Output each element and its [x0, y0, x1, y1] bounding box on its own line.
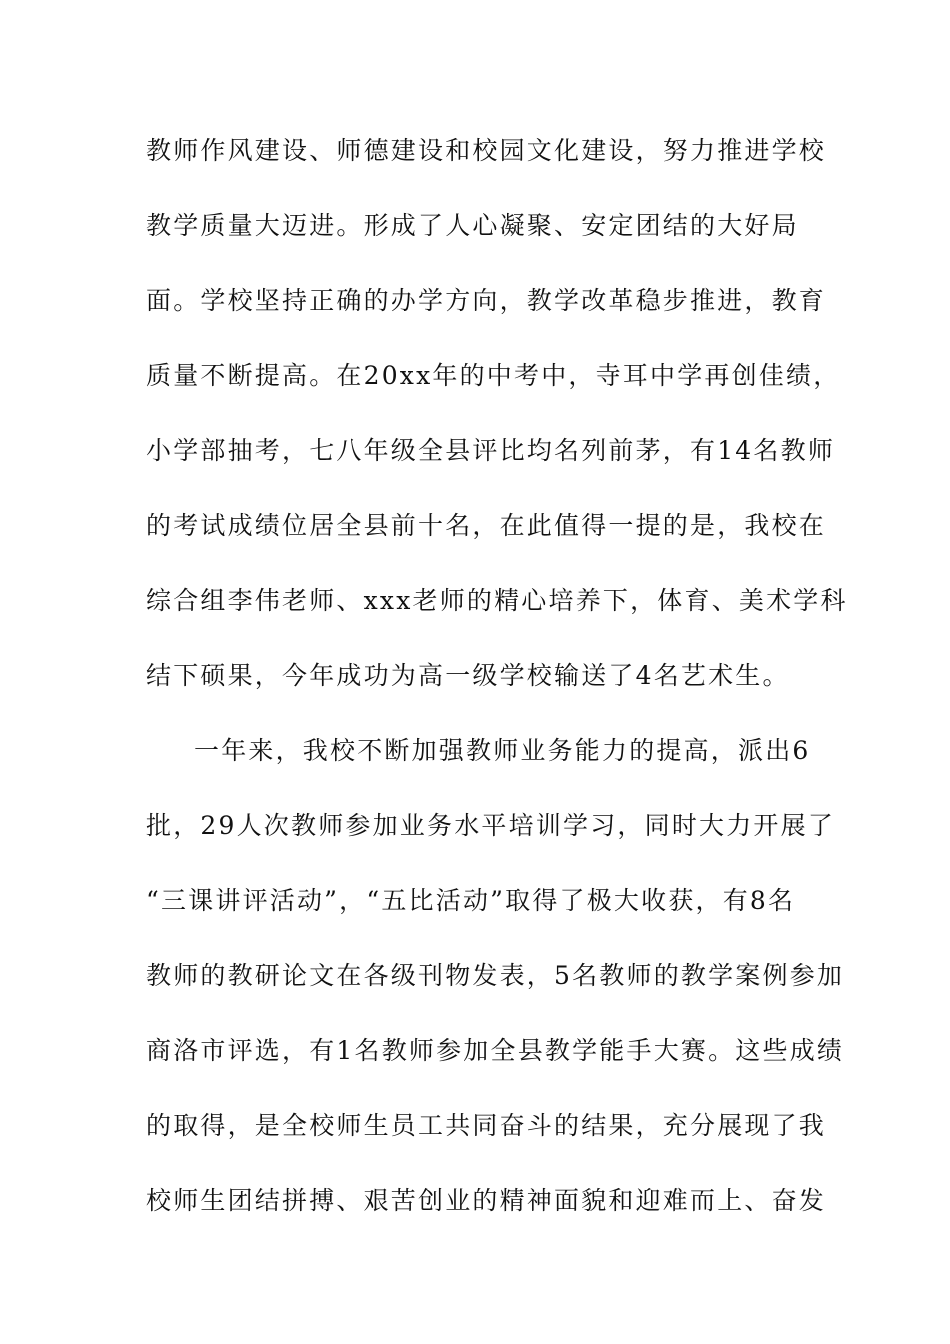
text-line: 小学部抽考，七八年级全县评比均名列前茅，有14名教师 [146, 436, 836, 465]
text-line: 商洛市评选，有1名教师参加全县教学能手大赛。这些成绩 [146, 1036, 845, 1065]
text-line: 综合组李伟老师、xxx老师的精心培养下，体育、美术学科 [146, 586, 848, 615]
text-line: 结下硕果，今年成功为高一级学校输送了4名艺术生。 [146, 661, 790, 690]
text-line: 的考试成绩位居全县前十名，在此值得一提的是，我校在 [146, 511, 827, 540]
text-line: 校师生团结拼搏、艰苦创业的精神面貌和迎难而上、奋发 [146, 1186, 827, 1215]
text-line: 面。学校坚持正确的办学方向，教学改革稳步推进，教育 [146, 286, 827, 315]
text-line: 质量不断提高。在20xx年的中考中，寺耳中学再创佳绩， [146, 361, 841, 390]
text-line: 批，29人次教师参加业务水平培训学习，同时大力开展了 [146, 811, 836, 840]
text-line: 教学质量大迈进。形成了人心凝聚、安定团结的大好局 [146, 211, 799, 240]
text-line: 的取得，是全校师生员工共同奋斗的结果，充分展现了我 [146, 1111, 827, 1140]
text-line: 教师的教研论文在各级刊物发表，5名教师的教学案例参加 [146, 961, 845, 990]
paragraph-start-line: 一年来，我校不断加强教师业务能力的提高，派出6 [194, 736, 811, 765]
text-line: “三课讲评活动”，“五比活动”取得了极大收获，有8名 [146, 886, 796, 915]
text-line: 教师作风建设、师德建设和校园文化建设，努力推进学校 [146, 136, 827, 165]
